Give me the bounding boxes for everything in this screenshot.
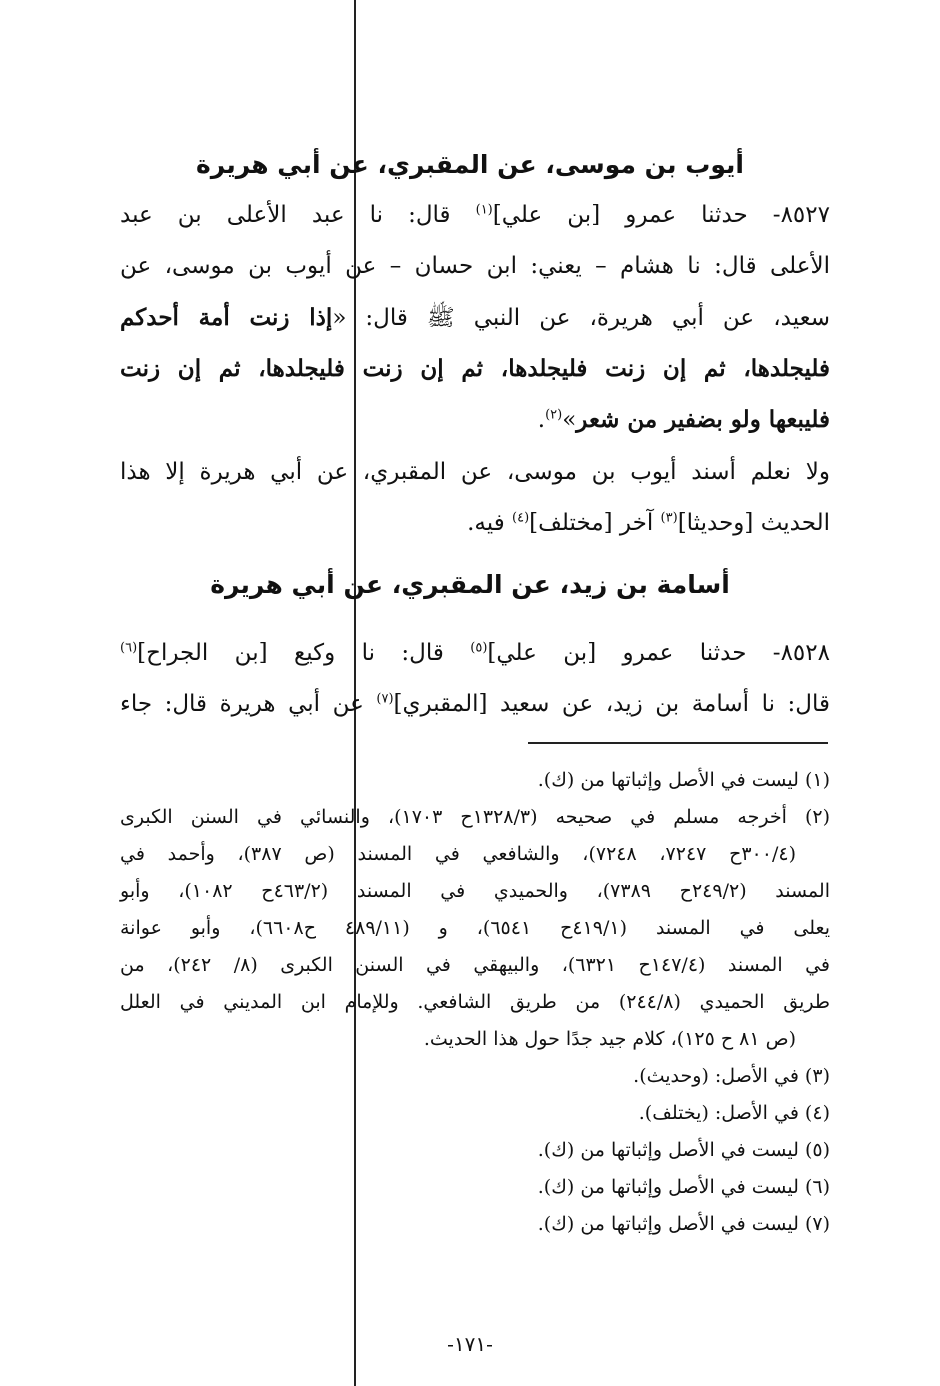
- text-segment: الأعلى قال: نا هشام – يعني: ابن حسان – عن أيوب بن موسى، عن: [120, 253, 830, 279]
- footnote-line: (٢) أخرجه مسلم في صحيحه (١٣٢٨/٣ح ١٧٠٣)، والنسائي في السنن الكبرى: [120, 806, 831, 828]
- hadith-8527-text: [120, 190, 830, 445]
- footnote-line: (٣٠٠/٤ح ٧٢٤٧، ٧٢٤٨)، والشافعي في المسند (ص ٣٨٧)، وأحمد في: [120, 843, 796, 865]
- hadith-matn-bold: إذا زنت أمة أحدكم: [120, 304, 333, 331]
- footnote-line: (٣) في الأصل: (وحديث).: [633, 1065, 830, 1087]
- text-segment: »: [562, 407, 577, 433]
- footnote-ref[interactable]: (٢): [545, 407, 563, 423]
- footnote-line: (ص ٨١ ح ١٢٥)، كلام جيد جدًا حول هذا الحديث.: [423, 1028, 796, 1050]
- text-line: [120, 628, 830, 679]
- footnote-line: طريق الحميدي (٢٤٤/٨) من طريق الشافعي. وللإمام ابن المديني في العلل: [120, 991, 830, 1013]
- text-segment: الحديث [وحديثا]: [677, 510, 830, 536]
- footnote-ref[interactable]: (٤): [512, 510, 530, 526]
- text-segment: قال: نا أسامة بن زيد، عن سعيد [المقبري]: [393, 691, 831, 717]
- page-number: -١٧١-: [447, 1332, 493, 1356]
- footnote-ref[interactable]: (٥): [470, 640, 488, 656]
- text-segment: قال: نا وكيع [بن الجراح]: [137, 640, 471, 666]
- hadith-8528-text: [120, 628, 830, 730]
- footnote-ref[interactable]: (١): [475, 202, 493, 218]
- footnote-line: (٤) في الأصل: (يختلف).: [638, 1102, 830, 1124]
- footnote-line: (٥) ليست في الأصل وإثباتها من (ك).: [537, 1139, 830, 1161]
- text-line: [120, 292, 830, 343]
- footnote-ref[interactable]: (٦): [120, 640, 138, 656]
- text-segment: آخر [مختلف]: [529, 510, 661, 536]
- text-segment: قال: نا عبد الأعلى بن عبد: [120, 202, 476, 228]
- footnote-ref[interactable]: (٣): [660, 510, 678, 526]
- text-segment: سعيد، عن أبي هريرة، عن النبي ﷺ قال: «: [332, 305, 831, 331]
- footnote-line: (١) ليست في الأصل وإثباتها من (ك).: [537, 769, 830, 791]
- text-line: [120, 498, 830, 549]
- text-segment: عن أبي هريرة قال: جاء: [120, 691, 377, 717]
- text-line: [120, 343, 830, 394]
- commentary-text: [120, 447, 830, 549]
- text-line: [120, 190, 830, 241]
- footnote-line: (٦) ليست في الأصل وإثباتها من (ك).: [537, 1176, 830, 1198]
- section-title-usama: أسامة بن زيد، عن المقبري، عن أبي هريرة: [210, 570, 730, 599]
- footnotes-list: [120, 762, 830, 1243]
- footnote-line: في المسند (١٤٧/٤ح ٦٣٢١)، والبيهقي في السنن الكبرى (٨/ ٢٤٢)، من: [120, 954, 830, 976]
- text-line: [120, 447, 830, 498]
- footnote-separator: [528, 742, 828, 744]
- text-segment: فيه.: [467, 510, 512, 536]
- text-segment: ٨٥٢٧- حدثنا عمرو [بن علي]: [492, 202, 830, 228]
- hadith-matn-bold: فليجلدها، ثم إن زنت فليجلدها، ثم إن زنت فليجلدها، ثم إن زنت: [120, 355, 830, 382]
- text-line: [120, 679, 830, 730]
- text-segment: ولا نعلم أسند أيوب بن موسى، عن المقبري، عن أبي هريرة إلا هذا: [120, 459, 830, 485]
- text-segment: ٨٥٢٨- حدثنا عمرو [بن علي]: [487, 640, 830, 666]
- footnote-line: يعلى في المسند (٤١٩/١ح ٦٥٤١)، و (٤٨٩/١١ ح٦٦٠٨)، وأبو عوانة: [120, 917, 831, 939]
- footnote-line: (٧) ليست في الأصل وإثباتها من (ك).: [537, 1213, 830, 1235]
- section-title-ayyub: أيوب بن موسى، عن المقبري، عن أبي هريرة: [196, 150, 744, 179]
- footnote-ref[interactable]: (٧): [376, 691, 394, 707]
- text-line: [120, 394, 830, 445]
- footnote-line: المسند (٢٤٩/٢ح ٧٣٨٩)، والحميدي في المسند (٤٦٣/٢ح ١٠٨٢)، وأبو: [120, 880, 830, 902]
- hadith-matn-bold: فليبعها ولو بضفير من شعر: [576, 406, 830, 433]
- text-segment: .: [537, 407, 546, 433]
- text-line: [120, 241, 830, 292]
